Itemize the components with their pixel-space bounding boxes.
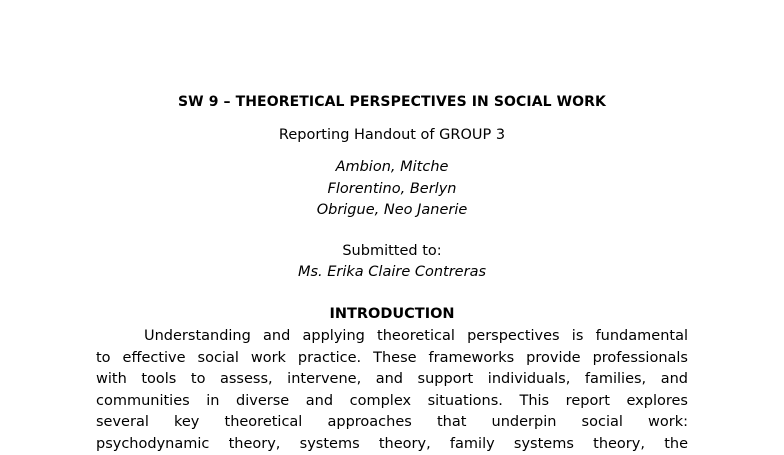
paragraph-line: Understanding and applying theoretical perspectives is fundamental bbox=[96, 326, 688, 348]
paragraph-line: to effective social work practice. These frameworks provide professionals bbox=[96, 348, 688, 370]
author-name: Florentino, Berlyn bbox=[96, 179, 688, 201]
submitted-to-label: Submitted to: bbox=[96, 243, 688, 259]
document-title: SW 9 – THEORETICAL PERSPECTIVES IN SOCIAL WORK bbox=[96, 94, 688, 110]
paragraph-line: with tools to assess, intervene, and support individuals, families, and bbox=[96, 369, 688, 391]
section-heading: INTRODUCTION bbox=[96, 306, 688, 322]
paragraph-line: communities in diverse and complex situations. This report explores bbox=[96, 391, 688, 413]
author-name: Obrigue, Neo Janerie bbox=[96, 200, 688, 222]
paragraph-line: several key theoretical approaches that underpin social work: bbox=[96, 412, 688, 434]
submitted-to-name: Ms. Erika Claire Contreras bbox=[96, 264, 688, 280]
document-subtitle: Reporting Handout of GROUP 3 bbox=[96, 127, 688, 143]
author-name: Ambion, Mitche bbox=[96, 157, 688, 179]
paragraph-line: psychodynamic theory, systems theory, family systems theory, the bbox=[96, 434, 688, 455]
author-list bbox=[96, 157, 688, 222]
introduction-paragraph bbox=[96, 326, 688, 455]
